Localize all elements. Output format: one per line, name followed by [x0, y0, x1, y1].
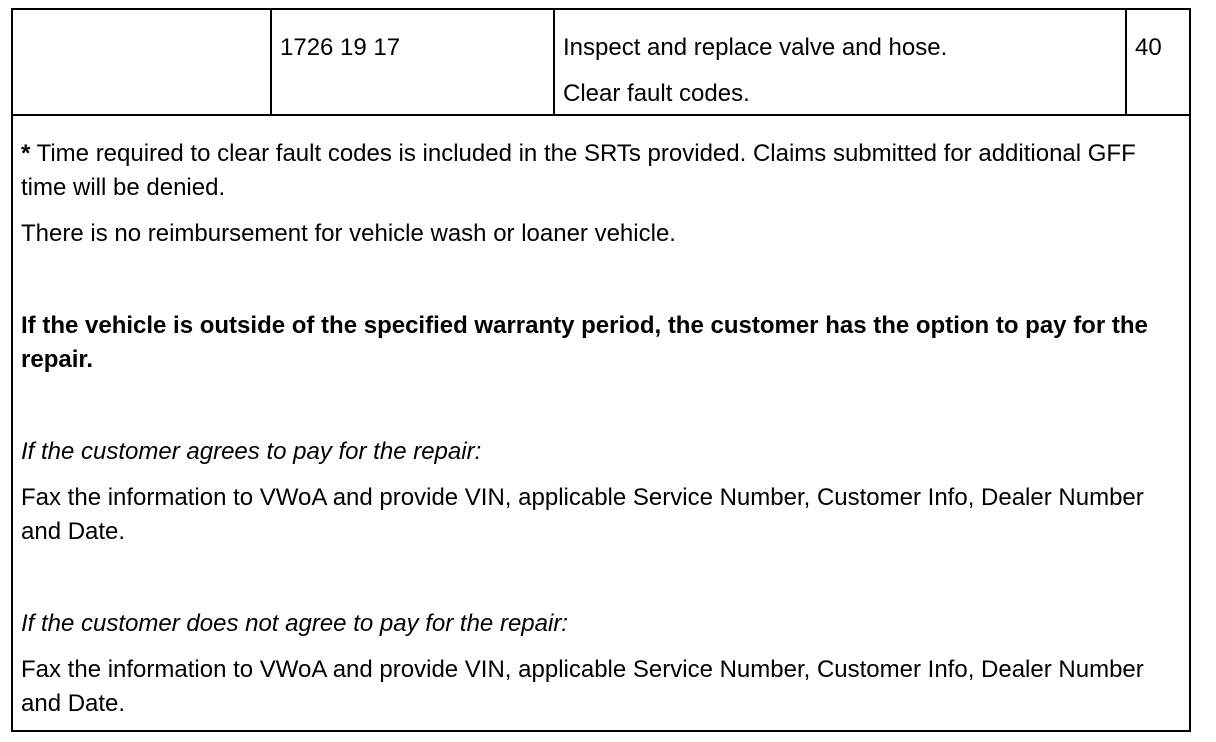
fault-codes-note	[21, 116, 1181, 205]
agrees-heading: If the customer agrees to pay for the repair:	[21, 438, 482, 465]
description-line-2: Clear fault codes.	[563, 80, 750, 107]
fault-codes-text: Time required to clear fault codes is included in the SRTs provided. Claims submitted for additional GFF time will be denied.	[21, 140, 1136, 201]
srt-number: 1726 19 17	[280, 34, 401, 61]
description-cell	[555, 10, 1127, 114]
description-line-1: Inspect and replace valve and hose.	[563, 34, 948, 61]
not-agree-heading: If the customer does not agree to pay for the repair:	[21, 610, 568, 637]
not-agree-instructions: Fax the information to VWoA and provide VIN, applicable Service Number, Customer Info, Dealer Number and Date.	[21, 656, 1144, 717]
notes-section	[13, 116, 1189, 730]
table-row	[13, 10, 1189, 116]
srt-number-cell	[272, 10, 555, 114]
no-reimbursement-note: There is no reimbursement for vehicle wash or loaner vehicle.	[21, 220, 676, 247]
outside-warranty-note: If the vehicle is outside of the specified warranty period, the customer has the option to pay for the repair.	[21, 312, 1148, 373]
empty-cell	[13, 10, 272, 114]
time-units: 40	[1135, 34, 1162, 61]
time-units-cell	[1127, 10, 1189, 114]
asterisk-marker: *	[21, 140, 31, 167]
agrees-instructions: Fax the information to VWoA and provide VIN, applicable Service Number, Customer Info, Dealer Number and Date.	[21, 484, 1144, 545]
labor-table	[11, 8, 1191, 732]
